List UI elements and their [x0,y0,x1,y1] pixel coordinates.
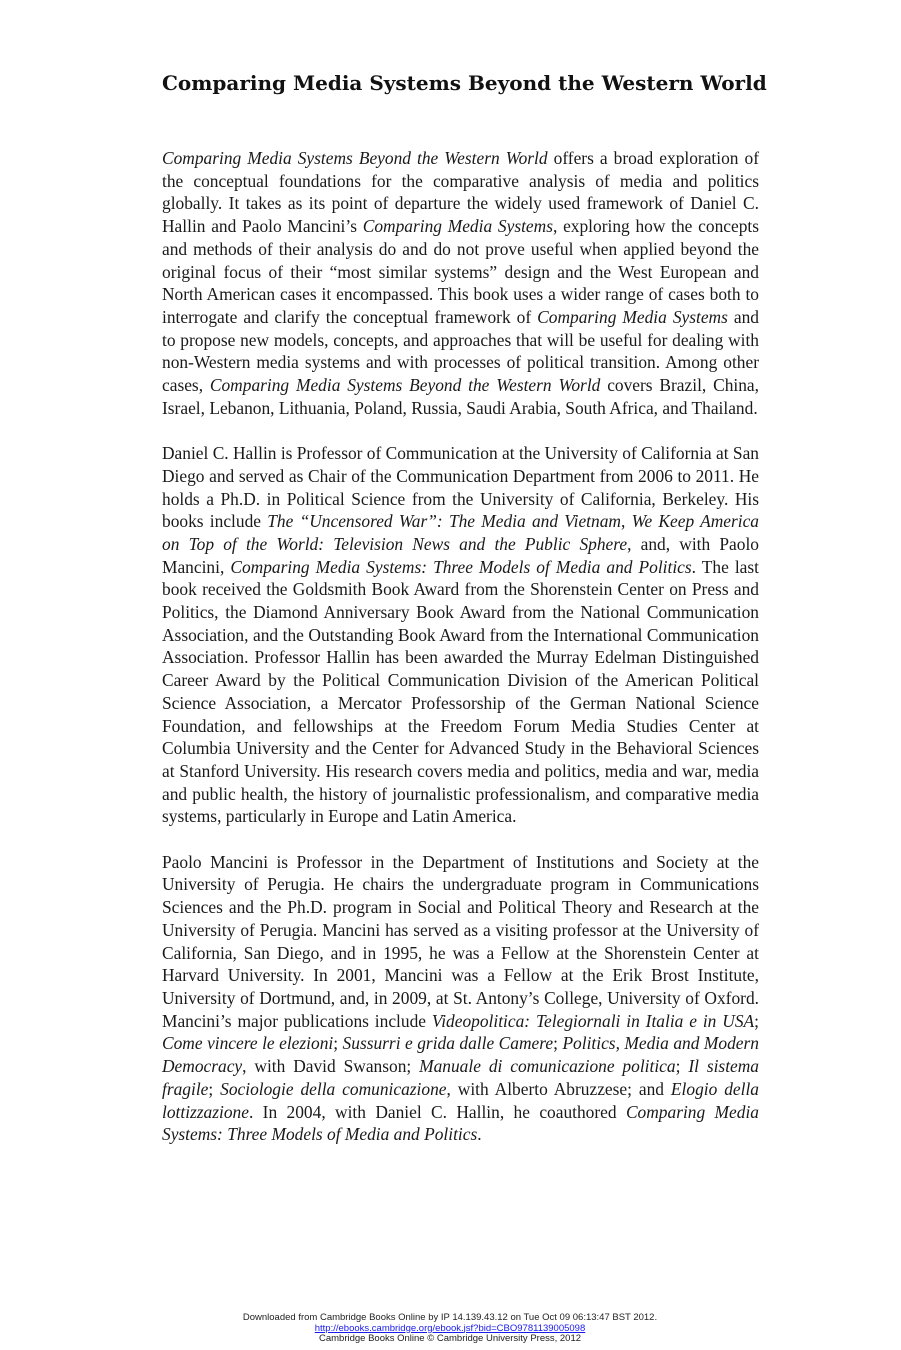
italic-title: Comparing Media Systems Beyond the Western World [162,148,548,168]
italic-title: Comparing Media Systems: Three Models of Media and Politics [162,1101,759,1145]
page-title: Comparing Media Systems Beyond the Western World [162,71,767,95]
italic-title: Elogio della lottizzazione [162,1078,759,1122]
download-footer [150,1313,750,1345]
text-run: , and, with Paolo Mancini, [162,533,760,577]
italic-title: We Keep America on Top of the World: Television News and the Public Sphere [162,511,759,554]
hallin-bio-paragraph [162,442,759,828]
ebook-link[interactable]: http://ebooks.cambridge.org/ebook.jsf?bid=CBO9781139005098 [314,1322,586,1334]
copyright-line: Cambridge Books Online © Cambridge University Press, 2012 [318,1333,582,1344]
italic-title: The “Uncensored War”: The Media and Vietnam [267,511,621,532]
italic-title: Sociologie della comunicazione [220,1078,447,1099]
text-run: Paolo Mancini is Professor in the Department of Institutions and Society at the University of Perugia. He chairs the undergraduate program in Communications Sciences and the Ph.D. program in Social and Political Theory and Research at the University of Perugia. Mancini has served as a visiting professor at the University of California, San Diego, and in 1995, he was a Fellow at the Shorenstein Center at Harvard University. In 2001, Mancini was a Fellow at the Erik Brost Institute, University of Dortmund, and, in 2009, at St. Antony’s College, University of Oxford. Mancini’s major publications include [162,851,759,1031]
italic-title: Comparing Media Systems: Three Models of Media and Politics [230,556,692,577]
text-run: , with Alberto Abruzzese; and [446,1078,671,1099]
italic-title: Sussurri e grida dalle Camere [342,1033,554,1054]
text-run: , [620,511,632,532]
text-run: , exploring how the concepts and methods of their analysis do and do not prove useful when applied beyond the original focus of their “most similar systems” design and the West European and North American cases it encompassed. This book uses a wider range of cases both to interrogate and clarify the conceptual framework of [162,216,759,327]
text-run: ; [333,1033,343,1054]
italic-title: Come vincere le elezioni [162,1033,334,1054]
italic-title: Manuale di comunicazione politica [419,1056,676,1077]
text-run: ; [553,1033,563,1054]
italic-title: Il sistema fragile [162,1056,759,1099]
text-run: covers Brazil, China, Israel, Lebanon, Lithuania, Poland, Russia, Saudi Arabia, South Africa, and Thailand. [162,375,759,418]
book-description-paragraph [162,147,759,419]
text-run: ; [675,1056,689,1077]
download-info: Downloaded from Cambridge Books Online by IP 14.139.43.12 on Tue Oct 09 06:13:47 BST 2012. [242,1312,658,1323]
italic-title: Videopolitica: Telegiornali in Italia e in USA [431,1010,755,1031]
text-run: offers a broad exploration of the conceptual foundations for the comparative analysis of media and politics globally. It takes as its point of departure the widely used framework of Daniel C. Hallin and Paolo Mancini’s [162,148,760,237]
body-text [162,147,759,1169]
text-run: ; [754,1010,759,1031]
text-run: . In 2004, with Daniel C. Hallin, he coauthored [248,1101,626,1122]
italic-title: Comparing Media Systems Beyond the Western World [209,375,601,396]
text-run: Daniel C. Hallin is Professor of Communication at the University of California at San Diego and served as Chair of the Communication Department from 2006 to 2011. He holds a Ph.D. in Political Science from the University of California, Berkeley. His books include [162,443,759,532]
text-run: . The last book received the Goldsmith Book Award from the Shorenstein Center on Press and Politics, the Diamond Anniversary Book Award from the National Communication Association, and the Outstanding Book Award from the International Communication Association. Professor Hallin has been awarded the Murray Edelman Distinguished Career Award by the Political Communication Division of the American Political Science Association, a Mercator Professorship of the German National Science Foundation, and fellowships at the Freedom Forum Media Studies Center at Columbia University and the Center for Advanced Study in the Behavioral Sciences at Stanford University. His research covers media and politics, media and war, media and public health, the history of journalistic professionalism, and comparative media systems, particularly in Europe and Latin America. [162,556,759,827]
mancini-bio-paragraph [162,851,759,1146]
italic-title: Comparing Media Systems [362,216,553,237]
italic-title: Politics, Media and Modern Democracy [162,1033,759,1077]
text-run: . [477,1124,482,1145]
text-run: , with David Swanson; [242,1056,420,1077]
text-run: and to propose new models, concepts, and approaches that will be useful for dealing with non-Western media systems and with processes of political transition. Among other cases, [162,306,759,396]
text-run: ; [208,1078,221,1099]
italic-title: Comparing Media Systems [537,306,728,327]
